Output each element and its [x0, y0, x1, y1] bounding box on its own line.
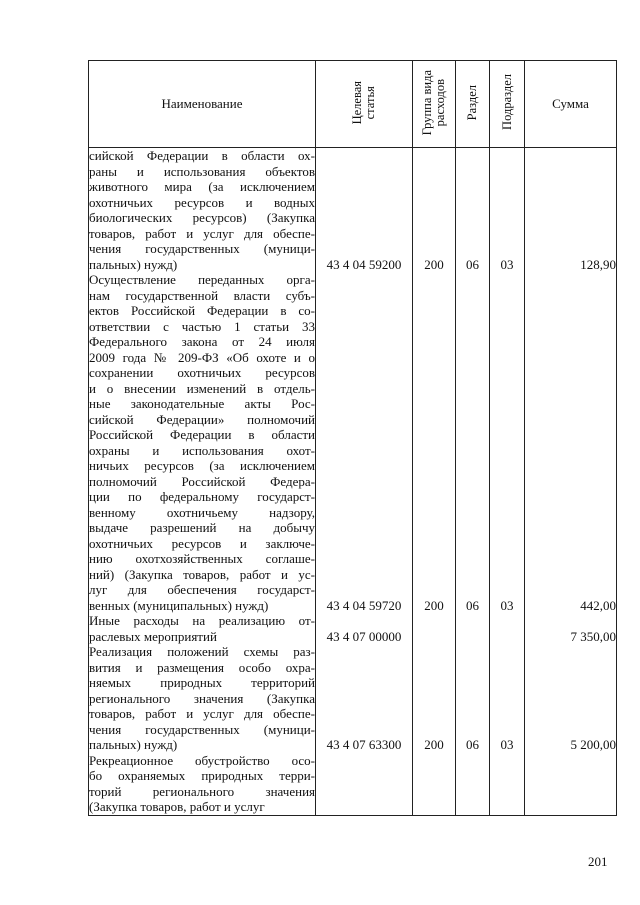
row-name-line: нию охотхозяйственных соглаше-	[89, 551, 315, 566]
row-name-line: нам государственной власти субъ-	[89, 287, 315, 303]
row-name-line: биологических ресурсов) (Закупка	[89, 210, 315, 225]
table-row	[89, 272, 617, 613]
row-name-cell	[89, 272, 316, 613]
row-name-line: венных (муниципальных) нужд)	[89, 597, 269, 613]
table-row	[89, 613, 617, 644]
row-sum-cell	[525, 753, 617, 816]
row-name-line: ные законодательные акты Рос-	[89, 396, 315, 411]
table-row	[89, 753, 617, 816]
row-name-line: луг для обеспечения государст-	[89, 582, 315, 597]
row-target-cell: 43 4 04 59720	[316, 272, 413, 613]
row-name-line: няемых природных территорий	[89, 675, 315, 690]
header-group-label: Группа вида расходов	[420, 69, 447, 135]
row-name-line: сийской Федерации в области ох-	[89, 148, 315, 163]
table-body	[89, 148, 617, 816]
row-name-line: торий регионального значения	[89, 783, 315, 799]
row-name-line: пальных) нужд)	[89, 737, 178, 752]
row-group-cell	[413, 753, 456, 816]
row-subsection-cell: 03	[490, 148, 525, 273]
budget-table	[88, 60, 617, 816]
row-name-line: пальных) нужд)	[89, 256, 178, 272]
row-section-cell: 06	[456, 272, 490, 613]
header-target-label: Целевая статья	[350, 80, 377, 124]
row-subsection-cell	[490, 753, 525, 816]
row-target-cell	[316, 753, 413, 816]
row-name-cell	[89, 753, 316, 816]
row-name-line: ции по федеральному государст-	[89, 489, 315, 504]
row-name-line: выдаче разрешений на добычу	[89, 520, 315, 535]
row-name-cell	[89, 148, 316, 273]
row-name-line: раны и использования объектов	[89, 163, 315, 179]
row-name-line: чения государственных (муници-	[89, 721, 315, 737]
row-name-cell	[89, 613, 316, 644]
row-name-cell	[89, 644, 316, 753]
row-target-cell: 43 4 07 00000	[316, 613, 413, 644]
row-name-line: ответствии с частью 1 статьи 33	[89, 318, 315, 334]
row-name-line: Российской Федерации в области	[89, 427, 315, 442]
header-subsection	[490, 61, 525, 148]
row-name-line: ний) (Закупка товаров, работ и ус-	[89, 566, 315, 582]
row-section-cell	[456, 613, 490, 644]
header-section	[456, 61, 490, 148]
row-name-line: регионального значения (Закупка	[89, 690, 315, 706]
row-name-line: животного мира (за исключением	[89, 179, 315, 194]
row-name-line: товаров, работ и услуг для обеспе-	[89, 225, 315, 241]
row-name-line: ничьих ресурсов (за исключением	[89, 458, 315, 473]
row-target-cell: 43 4 04 59200	[316, 148, 413, 273]
row-sum-cell: 442,00	[525, 272, 617, 613]
header-name: Наименование	[89, 61, 316, 148]
table-row	[89, 148, 617, 273]
row-name-line: Рекреационное обустройство осо-	[89, 752, 315, 768]
row-group-cell: 200	[413, 272, 456, 613]
header-section-label: Раздел	[465, 84, 479, 120]
row-name-line: венному охотничьему надзору,	[89, 504, 315, 520]
row-name-line: охраны и использования охот-	[89, 442, 315, 458]
row-name-line: Реализация положений схемы раз-	[89, 644, 315, 659]
row-subsection-cell: 03	[490, 644, 525, 753]
table-header-row	[89, 61, 617, 148]
row-name-line: ектов Российской Федерации в со-	[89, 303, 315, 318]
row-name-line: Федерального закона от 24 июля	[89, 334, 315, 349]
row-name-line: бо охраняемых природных терри-	[89, 768, 315, 783]
row-subsection-cell	[490, 613, 525, 644]
row-section-cell: 06	[456, 644, 490, 753]
row-name-line: сийской Федерации» полномочий	[89, 411, 315, 427]
row-sum-cell: 5 200,00	[525, 644, 617, 753]
row-name-line: товаров, работ и услуг для обеспе-	[89, 706, 315, 721]
row-name-line: раслевых мероприятий	[89, 628, 217, 644]
row-name-line: полномочий Российской Федера-	[89, 473, 315, 489]
row-name-line: и о внесении изменений в отдель-	[89, 380, 315, 396]
row-name-line: сохранении охотничьих ресурсов	[89, 365, 315, 380]
row-section-cell	[456, 753, 490, 816]
header-group	[413, 61, 456, 148]
row-group-cell: 200	[413, 644, 456, 753]
row-sum-cell: 7 350,00	[525, 613, 617, 644]
table-row	[89, 644, 617, 753]
row-group-cell	[413, 613, 456, 644]
header-subsection-label: Подраздел	[499, 74, 514, 131]
row-name-line: чения государственных (муници-	[89, 241, 315, 256]
row-subsection-cell: 03	[490, 272, 525, 613]
row-section-cell: 06	[456, 148, 490, 273]
row-sum-cell: 128,90	[525, 148, 617, 273]
row-group-cell: 200	[413, 148, 456, 273]
row-target-cell: 43 4 07 63300	[316, 644, 413, 753]
row-name-line: 2009 года № 209-ФЗ «Об охоте и о	[89, 349, 315, 365]
row-name-line: охотничьих ресурсов и заключе-	[89, 535, 315, 551]
header-target	[316, 61, 413, 148]
header-sum: Сумма	[525, 61, 617, 148]
row-name-line: (Закупка товаров, работ и услуг	[89, 799, 265, 814]
row-name-line: Иные расходы на реализацию от-	[89, 613, 315, 628]
page-number: 201	[588, 854, 608, 869]
row-name-line: вития и размещения особо охра-	[89, 659, 315, 675]
row-name-line: охотничьих ресурсов и водных	[89, 194, 315, 210]
row-name-line: Осуществление переданных орга-	[89, 272, 315, 287]
